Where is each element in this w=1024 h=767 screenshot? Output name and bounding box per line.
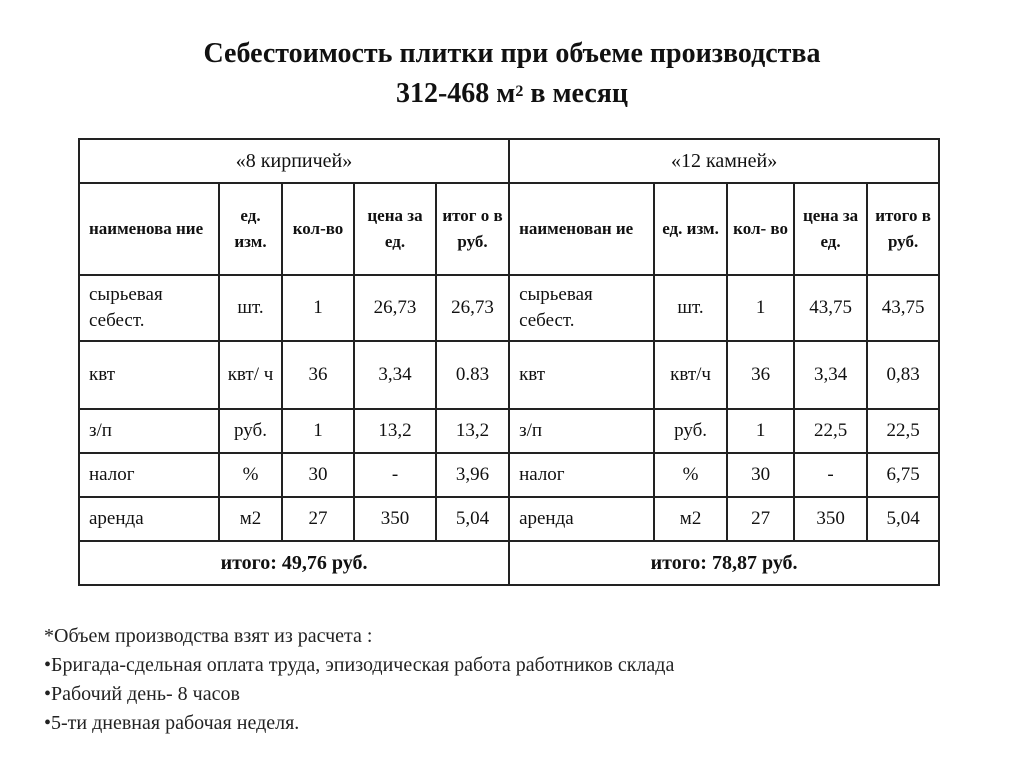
cell-qty-right: 30	[727, 453, 794, 497]
cell-qty-left: 27	[282, 497, 354, 541]
col-header-unit-left: ед. изм.	[219, 183, 282, 275]
title-line-1: Себестоимость плитки при объеме производства	[203, 38, 821, 69]
title-line-2-prefix: 312-468 м	[395, 78, 516, 109]
total-left: итого: 49,76 руб.	[79, 541, 509, 585]
cell-name-left: аренда	[79, 497, 219, 541]
table-row	[79, 409, 939, 453]
cell-qty-right: 1	[727, 409, 794, 453]
page-title	[0, 34, 1024, 114]
cell-unit-left: квт/ ч	[219, 341, 282, 409]
cell-qty-left: 36	[282, 341, 354, 409]
cell-unit-left: руб.	[219, 409, 282, 453]
col-header-total-left: итог о в руб.	[436, 183, 509, 275]
cell-qty-left: 1	[282, 409, 354, 453]
table-row	[79, 453, 939, 497]
cell-qty-right: 36	[727, 341, 794, 409]
cell-name-right: квт	[509, 341, 654, 409]
table-row	[79, 497, 939, 541]
cell-price-left: 350	[354, 497, 436, 541]
cell-total-left: 13,2	[436, 409, 509, 453]
cell-name-right: з/п	[509, 409, 654, 453]
total-right: итого: 78,87 руб.	[509, 541, 939, 585]
cell-name-left: квт	[79, 341, 219, 409]
cell-price-left: 13,2	[354, 409, 436, 453]
note-item: *Объем производства взят из расчета :	[44, 625, 373, 647]
title-line-2	[0, 74, 1024, 114]
cell-unit-right: руб.	[654, 409, 727, 453]
table-row	[79, 341, 939, 409]
cell-total-right: 5,04	[867, 497, 939, 541]
totals-row	[79, 541, 939, 585]
cell-total-left: 26,73	[436, 275, 509, 341]
cell-total-right: 22,5	[867, 409, 939, 453]
cell-unit-right: шт.	[654, 275, 727, 341]
cell-name-left: налог	[79, 453, 219, 497]
note-item: •5-ти дневная рабочая неделя.	[44, 712, 300, 734]
group-header-left: «8 кирпичей»	[79, 139, 509, 183]
group-header-right: «12 камней»	[509, 139, 939, 183]
group-header-row	[79, 139, 939, 183]
title-superscript: 2	[515, 83, 524, 100]
cell-name-right: сырьевая себест.	[509, 275, 654, 341]
cell-total-left: 3,96	[436, 453, 509, 497]
cell-total-right: 0,83	[867, 341, 939, 409]
cell-name-left: з/п	[79, 409, 219, 453]
cell-qty-right: 27	[727, 497, 794, 541]
cell-total-left: 0.83	[436, 341, 509, 409]
cell-unit-right: м2	[654, 497, 727, 541]
cell-price-right: 3,34	[794, 341, 867, 409]
cell-unit-right: %	[654, 453, 727, 497]
col-header-name-left: наименова ние	[79, 183, 219, 275]
cell-total-left: 5,04	[436, 497, 509, 541]
col-header-unit-right: ед. изм.	[654, 183, 727, 275]
cell-unit-left: м2	[219, 497, 282, 541]
cost-table	[78, 138, 940, 586]
col-header-name-right: наименован ие	[509, 183, 654, 275]
note-item: •Бригада-сдельная оплата труда, эпизодическая работа работников склада	[44, 654, 675, 676]
cell-price-right: 43,75	[794, 275, 867, 341]
col-header-qty-right: кол- во	[727, 183, 794, 275]
cell-price-right: 22,5	[794, 409, 867, 453]
cell-name-left: сырьевая себест.	[79, 275, 219, 341]
cell-name-right: налог	[509, 453, 654, 497]
cell-price-right: -	[794, 453, 867, 497]
note-item: •Рабочий день- 8 часов	[44, 683, 240, 705]
cell-unit-right: квт/ч	[654, 341, 727, 409]
column-header-row	[79, 183, 939, 275]
cell-total-right: 6,75	[867, 453, 939, 497]
cell-unit-left: %	[219, 453, 282, 497]
cell-qty-right: 1	[727, 275, 794, 341]
cell-price-left: 3,34	[354, 341, 436, 409]
cell-total-right: 43,75	[867, 275, 939, 341]
col-header-price-right: цена за ед.	[794, 183, 867, 275]
col-header-total-right: итого в руб.	[867, 183, 939, 275]
cell-qty-left: 30	[282, 453, 354, 497]
col-header-qty-left: кол-во	[282, 183, 354, 275]
col-header-price-left: цена за ед.	[354, 183, 436, 275]
title-line-2-suffix: в месяц	[523, 78, 629, 109]
cell-price-left: -	[354, 453, 436, 497]
cell-price-left: 26,73	[354, 275, 436, 341]
cell-qty-left: 1	[282, 275, 354, 341]
cell-unit-left: шт.	[219, 275, 282, 341]
table-row	[79, 275, 939, 341]
cell-price-right: 350	[794, 497, 867, 541]
notes-list	[44, 622, 674, 738]
cell-name-right: аренда	[509, 497, 654, 541]
